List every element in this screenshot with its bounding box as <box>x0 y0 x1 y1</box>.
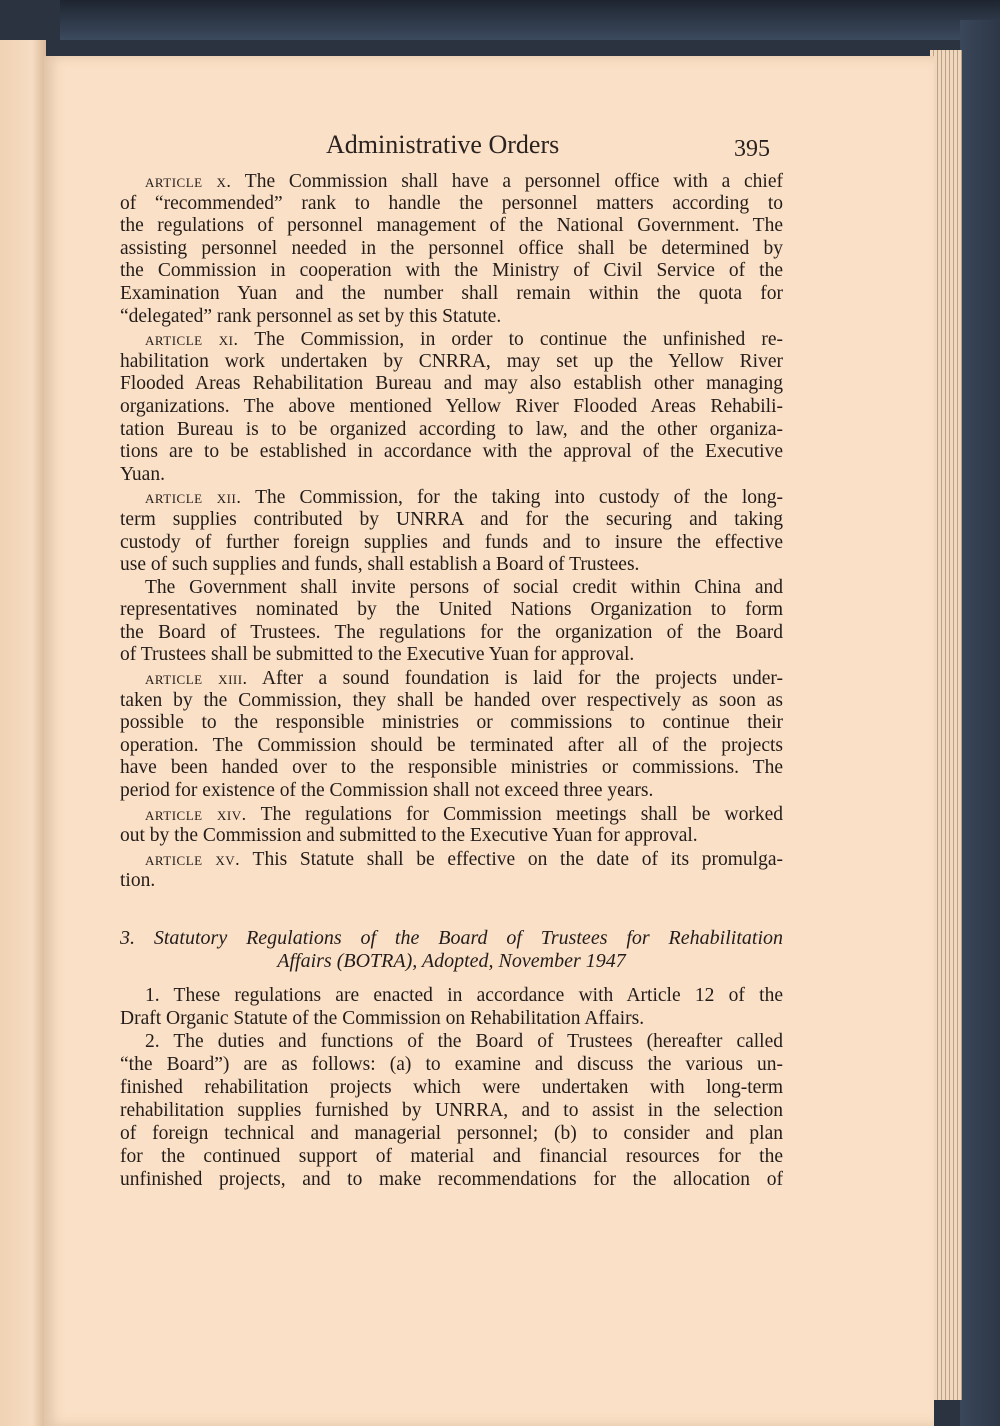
line-text: The Commission, in order to continue the unfinished re- <box>254 329 783 351</box>
line-text: Flooded Areas Rehabilitation Bureau and may also establish other managing <box>120 373 783 395</box>
text-line <box>120 238 783 261</box>
line-text: Yuan. <box>120 463 165 485</box>
section-heading-line: Affairs (BOTRA), Adopted, November 1947 <box>277 950 626 972</box>
text-line <box>120 554 783 577</box>
page-edges <box>930 50 962 1400</box>
text-line <box>120 1145 783 1168</box>
article-label: article xiii. <box>145 668 248 689</box>
line-text: possible to the responsible ministries or commissions to continue their <box>120 712 783 734</box>
text-line <box>120 667 783 690</box>
articles-text <box>120 170 783 893</box>
text-line <box>120 1122 783 1145</box>
text-line <box>120 622 783 645</box>
line-text: habilitation work undertaken by CNRRA, may set up the Yellow River <box>120 350 783 372</box>
line-text: for the continued support of material and financial resources for the <box>120 1146 783 1167</box>
text-line <box>120 757 783 780</box>
text-line <box>120 803 783 826</box>
text-line <box>120 848 783 871</box>
running-head-title: Administrative Orders <box>326 130 560 159</box>
line-text: This Statute shall be effective on the date of its promulga- <box>252 848 783 870</box>
text-line <box>120 170 783 193</box>
text-line <box>120 215 783 238</box>
book-cover-right <box>960 20 1000 1426</box>
line-text: period for existence of the Commission shall not exceed three years. <box>120 780 654 802</box>
book-cover-top <box>60 0 1000 40</box>
section-heading-line: 3. Statutory Regulations of the Board of Trustees for Rehabilitation <box>120 927 783 949</box>
text-line <box>120 599 783 622</box>
line-text: representatives nominated by the United Nations Organization to form <box>120 599 783 621</box>
paragraph <box>120 848 783 893</box>
paragraph <box>120 1030 783 1191</box>
line-text: The Government shall invite persons of social credit within China and <box>145 576 783 598</box>
line-text: 1. These regulations are enacted in accordance with Article 12 of the <box>145 985 783 1006</box>
line-text: “the Board”) are as follows: (a) to examine and discuss the various un- <box>120 1054 783 1075</box>
section-heading <box>120 927 783 973</box>
article-label: article xi. <box>145 329 239 350</box>
line-text: the Board of Trustees. The regulations for the organization of the Board <box>120 621 783 643</box>
text-line <box>120 509 783 532</box>
text-line <box>120 328 783 351</box>
line-text: use of such supplies and funds, shall establish a Board of Trustees. <box>120 554 640 576</box>
line-text: “delegated” rank personnel as set by this Statute. <box>120 305 502 327</box>
text-line <box>120 735 783 758</box>
text-line <box>120 532 783 555</box>
text-line <box>120 1007 783 1030</box>
line-text: tion. <box>120 870 156 892</box>
text-line <box>120 283 783 306</box>
article-label: article xv. <box>145 848 241 869</box>
line-text: custody of further foreign supplies and funds and to insure the effective <box>120 531 783 553</box>
text-line <box>120 1099 783 1122</box>
paragraph <box>120 984 783 1030</box>
text-line <box>120 870 783 893</box>
line-text: finished rehabilitation projects which were undertaken with long-term <box>120 1077 783 1098</box>
text-line <box>120 690 783 713</box>
paragraph <box>120 486 783 576</box>
line-text: tions are to be established in accordance with the approval of the Executive <box>120 441 783 463</box>
paragraph <box>120 803 783 848</box>
text-line <box>120 1076 783 1099</box>
text-line <box>120 1030 783 1053</box>
line-text: The Commission, for the taking into custody of the long- <box>255 487 783 509</box>
text-line <box>120 825 783 848</box>
text-line <box>120 441 783 464</box>
text-line <box>120 712 783 735</box>
text-line <box>120 1168 783 1191</box>
line-text: have been handed over to the responsible ministries or commissions. The <box>120 757 783 779</box>
line-text: rehabilitation supplies furnished by UNRRA, and to assist in the selection <box>120 1100 783 1121</box>
line-text: out by the Commission and submitted to the Executive Yuan for approval. <box>120 825 698 847</box>
line-text: organizations. The above mentioned Yellow River Flooded Areas Rehabili- <box>120 395 783 417</box>
text-line <box>120 644 783 667</box>
text-line <box>120 486 783 509</box>
line-text: operation. The Commission should be terminated after all of the projects <box>120 734 783 756</box>
article-label: article xii. <box>145 487 242 508</box>
line-text: taken by the Commission, they shall be handed over respectively as soon as <box>120 689 783 711</box>
line-text: 2. The duties and functions of the Board of Trustees (hereafter called <box>145 1031 783 1052</box>
line-text: tation Bureau is to be organized according to law, and the other organiza- <box>120 418 783 440</box>
text-line <box>120 780 783 803</box>
text-line <box>120 306 783 329</box>
line-text: of “recommended” rank to handle the personnel matters according to <box>120 192 783 214</box>
text-line <box>120 984 783 1007</box>
line-text: the regulations of personnel management of the National Government. The <box>120 215 783 237</box>
left-page-edge <box>0 40 46 1426</box>
line-text: The regulations for Commission meetings shall be worked <box>260 803 783 825</box>
paragraph <box>120 328 783 486</box>
line-text: of foreign technical and managerial personnel; (b) to consider and plan <box>120 1123 783 1144</box>
regulations-text <box>120 984 783 1191</box>
line-text: of Trustees shall be submitted to the Executive Yuan for approval. <box>120 644 635 666</box>
line-text: term supplies contributed by UNRRA and for the securing and taking <box>120 508 783 530</box>
text-line <box>120 464 783 487</box>
page-number: 395 <box>734 136 770 162</box>
line-text: assisting personnel needed in the personnel office shall be determined by <box>120 237 783 259</box>
text-line <box>120 193 783 216</box>
text-line <box>120 351 783 374</box>
text-line <box>120 260 783 283</box>
line-text: unfinished projects, and to make recommendations for the allocation of <box>120 1169 783 1190</box>
text-line <box>120 419 783 442</box>
text-line <box>120 373 783 396</box>
line-text: Examination Yuan and the number shall remain within the quota for <box>120 282 783 304</box>
paragraph <box>120 577 783 667</box>
text-line <box>120 396 783 419</box>
article-label: article x. <box>145 171 232 191</box>
text-line <box>120 577 783 600</box>
text-line <box>120 1053 783 1076</box>
paragraph <box>120 170 783 328</box>
line-text: Draft Organic Statute of the Commission on Rehabilitation Affairs. <box>120 1008 645 1029</box>
article-label: article xiv. <box>145 803 247 824</box>
line-text: After a sound foundation is laid for the projects under- <box>261 668 783 690</box>
paragraph <box>120 667 783 803</box>
line-text: The Commission shall have a personnel office with a chief <box>244 171 783 192</box>
line-text: the Commission in cooperation with the Ministry of Civil Service of the <box>120 260 783 282</box>
